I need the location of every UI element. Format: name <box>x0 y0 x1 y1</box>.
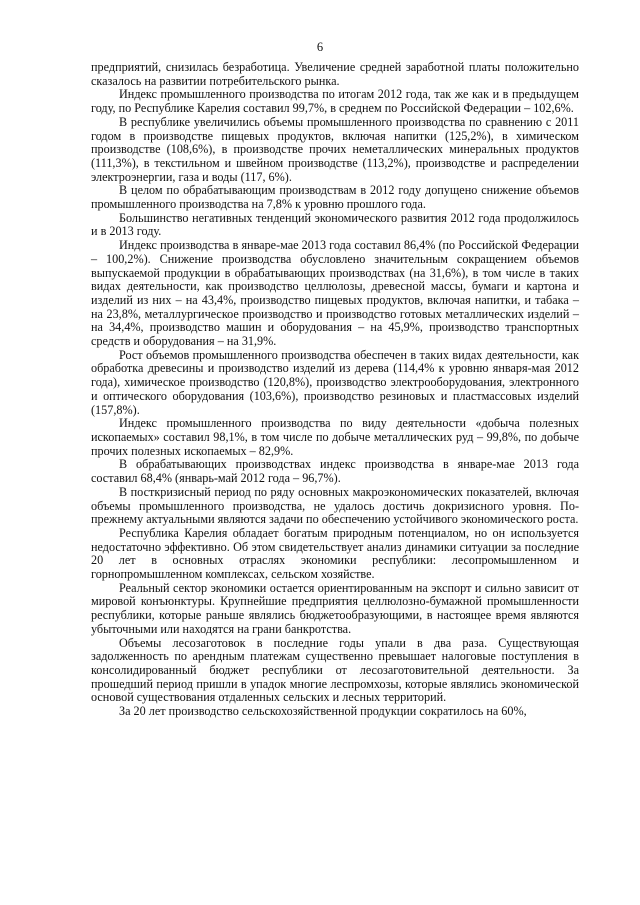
paragraph: В посткризисный период по ряду основных макроэкономических показателей, включая объемы промышленного производства, не удалось достичь докризисного уровня. По-прежнему актуальными являются задачи по обеспечению устойчивого экономического роста. <box>91 484 579 527</box>
paragraph: В целом по обрабатывающим производствам в 2012 году допущено снижение объемов промышленного производства на 7,8% к уровню прошлого года. <box>91 183 579 212</box>
paragraph: Индекс промышленного производства по виду деятельности «добыча полезных ископаемых» составил 98,1%, в том числе по добыче металлических руд – 99,8%, по добыче прочих полезных ископаемых – 82,9%. <box>91 416 579 458</box>
paragraph: За 20 лет производство сельскохозяйственной продукции сократилось на 60%, <box>119 704 527 719</box>
paragraph: В обрабатывающих производствах индекс производства в январе-мае 2013 года составил 68,4% (январь-май 2012 года – 96,7%). <box>91 457 579 486</box>
paragraph: В республике увеличились объемы промышленного производства по сравнению с 2011 годом в производстве пищевых продуктов, включая напитки (125,2%), в химическом производстве (108,6%), в производстве прочих неметаллических минеральных продуктов (111,3%), в текстильном и швейном производстве (113,2%), производстве и распределении электроэнергии, газа и воды (117, 6%). <box>91 114 579 184</box>
paragraph: Республика Карелия обладает богатым природным потенциалом, но он используется недостаточно эффективно. Об этом свидетельствует анализ динамики ситуации за последние 20 лет в основных отраслях экономики республики: лесопромышленном и горнопромышленном комплексах, сельском хозяйстве. <box>91 525 579 582</box>
body-text <box>91 61 579 719</box>
paragraph: Индекс промышленного производства по итогам 2012 года, так же как и в предыдущем году, по Республике Карелия составил 99,7%, в среднем по Российской Федерации – 102,6%. <box>91 87 579 116</box>
paragraph: Объемы лесозаготовок в последние годы упали в два раза. Существующая задолженность по арендным платежам существенно превышает налоговые поступления в консолидированный бюджет республики от лесозаготовительной деятельности. За прошедший период пришли в упадок многие леспромхозы, которые являлись экономической основой существования отдаленных сельских и лесных территорий. <box>91 635 579 705</box>
paragraph: Реальный сектор экономики остается ориентированным на экспорт и сильно зависит от мировой конъюнктуры. Крупнейшие предприятия целлюлозно-бумажной промышленности республики, которые раньше являлись бюджетообразующими, в настоящее время являются убыточными или находятся на грани банкротства. <box>91 580 579 636</box>
paragraph: Индекс производства в январе-мае 2013 года составил 86,4% (по Российской Федерации – 100,2%). Снижение производства обусловлено значительным сокращением объемов выпускаемой продукции в обрабатывающих производствах (на 31,6%), в том числе в таких видах деятельности, как производство целлюлозы, древесной массы, бумаги и картона и изделий из них – на 43,4%, производство пищевых продуктов, включая напитки, и табака – на 23,8%, металлургическое производство и производство готовых металлических изделий – на 34,4%, производство машин и оборудования – на 45,9%, производство транспортных средств и оборудования – на 31,9%. <box>91 238 579 349</box>
paragraph: предприятий, снизилась безработица. Увеличение средней заработной платы положительно сказалось на развитии потребительского рынка. <box>91 60 579 88</box>
paragraph: Большинство негативных тенденций экономического развития 2012 года продолжилось и в 2013 году. <box>91 210 579 239</box>
page-number: 6 <box>316 40 324 54</box>
paragraph: Рост объемов промышленного производства обеспечен в таких видах деятельности, как обработка древесины и производство изделий из дерева (114,4% к уровню января-мая 2012 года), химическое производство (120,8%), производство электрооборудования, электронного и оптического оборудования (103,6%), производство резиновых и пластмассовых изделий (157,8%). <box>91 347 579 417</box>
